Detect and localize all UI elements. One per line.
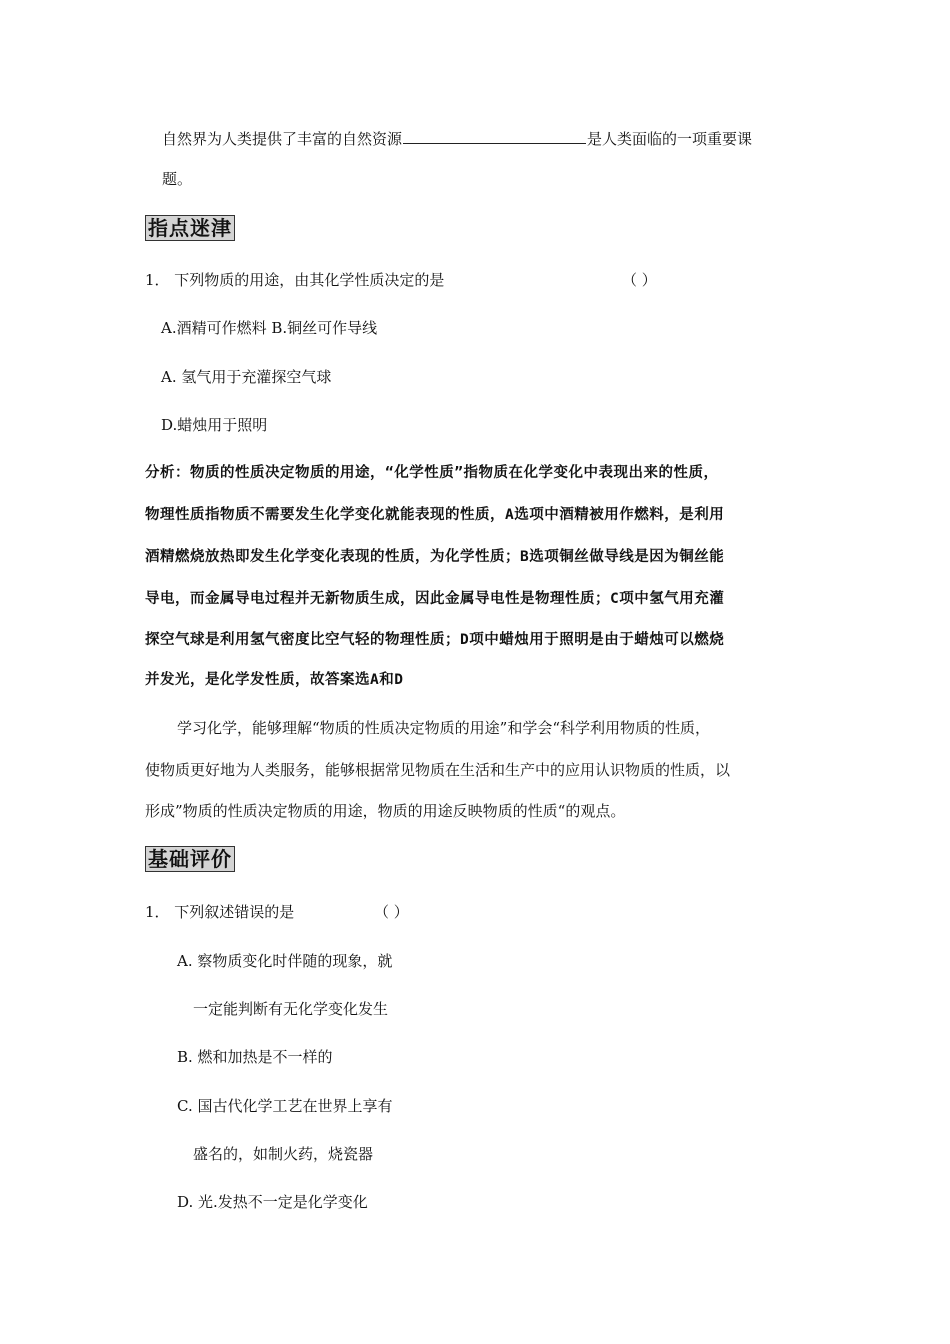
q2-option-b: B. 燃和加热是不一样的 [177,1048,333,1066]
analysis-line-6: 并发光，是化学发性质，故答案选A和D [145,672,404,688]
option-line-2: A. 氢气用于充灌探空气球 [161,368,332,386]
analysis-text-1: 物质的性质决定物质的用途，“化学性质”指物质在化学变化中表现出来的性质， [190,465,719,481]
question-2: 1． 下列叙述错误的是 [145,903,295,921]
analysis-line-5: 探空气球是利用氢气密度比空气轻的物理性质；D项中蜡烛用于照明是由于蜡烛可以燃烧 [145,632,725,648]
intro-line-2: 题。 [162,170,193,188]
analysis-line-3: 酒精燃烧放热即发生化学变化表现的性质，为化学性质；B选项铜丝做导线是因为铜丝能 [145,549,725,565]
analysis-line-1 [145,463,718,483]
q2-option-d: D. 光.发热不一定是化学变化 [177,1193,368,1211]
summary-line-2: 使物质更好地为人类服务，能够根据常见物质在生活和生产中的应用认识物质的性质，以 [145,761,731,779]
section-heading-tips: 指点迷津 [145,215,235,241]
q2-option-c: C. 国古代化学工艺在世界上享有 [177,1097,393,1115]
question-2-answer-paren: （ ） [374,903,409,921]
q2-option-c-cont: 盛名的，如制火药，烧瓷器 [193,1145,374,1163]
intro-text-before: 自然界为人类提供了丰富的自然资源 [162,130,403,148]
question-1-answer-paren: （ ） [622,271,657,289]
analysis-label: 分析： [145,465,190,481]
section-heading-basic-evaluation: 基础评价 [145,846,235,872]
q2-option-a-cont: 一定能判断有无化学变化发生 [193,1000,389,1018]
question-1 [145,270,444,290]
summary-line-1: 学习化学，能够理解“物质的性质决定物质的用途”和学会“科学利用物质的性质， [177,719,711,737]
q2-option-a: A. 察物质变化时伴随的现象，就 [177,952,393,970]
fill-in-blank[interactable] [403,128,586,144]
option-line-3: D.蜡烛用于照明 [161,416,268,434]
intro-text-after: 是人类面临的一项重要课 [587,130,753,148]
analysis-line-2: 物理性质指物质不需要发生化学变化就能表现的性质，A选项中酒精被用作燃料，是利用 [145,507,725,523]
question-1-text: 1． 下列物质的用途，由其化学性质决定的是 [145,271,445,289]
analysis-line-4: 导电，而金属导电过程并无新物质生成，因此金属导电性是物理性质；C项中氢气用充灌 [145,591,725,607]
option-line-1: A.酒精可作燃料 B.铜丝可作导线 [161,319,378,337]
summary-line-3: 形成”物质的性质决定物质的用途，物质的用途反映物质的性质“的观点。 [145,802,626,820]
intro-line-1 [162,128,752,149]
